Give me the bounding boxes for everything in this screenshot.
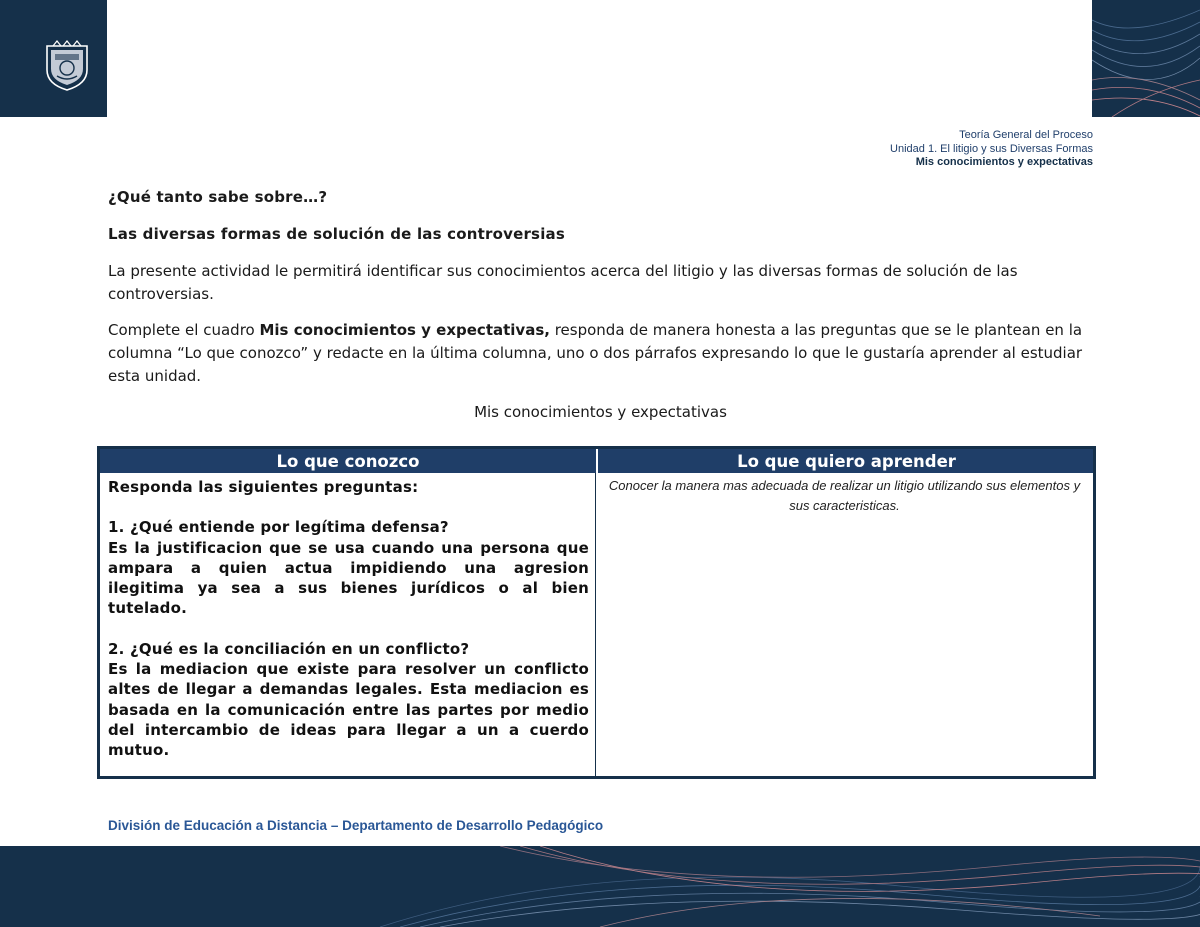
main-content [108,186,1093,434]
unit-title: Unidad 1. El litigio y sus Diversas Formas [890,142,1093,155]
wave-lines-decoration [1092,0,1200,117]
instructions-text-start: Complete el cuadro [108,321,260,339]
instructions-bold: Mis conocimientos y expectativas, [259,321,550,339]
column-header-lo-que-conozco: Lo que conozco [100,449,598,473]
answer-1: Es la justificacion que se usa cuando una persona que ampara a quien actua impidiendo una agresion ilegitima ya sea a sus bienes jurídicos o al bien tutelado. [108,538,589,618]
document-meta [890,129,1093,170]
instructions-text-end: responda de manera honesta a las preguntas que se le plantean en la columna “Lo que conozco” y redacte en la última columna, uno o dos párrafos expresando lo que le gustaría aprender al estudiar esta unidad. [108,321,1083,385]
header-wave-panel [1092,0,1200,117]
answer-2: Es la mediacion que existe para resolver un conflicto altes de llegar a demandas legales. Esta mediacion es basada en la comunicación entre las partes por medio del intercambio de ideas para llegar a un a cuerdo mutuo. [108,660,589,760]
footer-wave-decoration [0,846,1200,927]
footer-department: División de Educación a Distancia – Departamento de Desarrollo Pedagógico [108,818,604,833]
table-body-row [100,473,1093,776]
header-band [0,0,1200,117]
header-logo-panel [0,0,107,117]
instructions-paragraph [108,319,1093,388]
course-title: Teoría General del Proceso [959,129,1093,141]
cell-lo-que-quiero-aprender[interactable] [596,473,1093,776]
column-header-lo-que-quiero-aprender: Lo que quiero aprender [737,451,956,471]
questions-intro: Responda las siguientes preguntas: [108,478,419,496]
question-2: 2. ¿Qué es la conciliación en un conflicto? [108,639,470,658]
table-title: Mis conocimientos y expectativas [474,403,727,421]
learning-expectation-text: Conocer la manera mas adecuada de realizar un litigio utilizando sus elementos y sus caracteristicas. [608,478,1081,513]
question-1: 1. ¿Qué entiende por legítima defensa? [108,518,449,537]
subject-heading: Las diversas formas de solución de las controversias [108,225,565,243]
activity-title: Mis conocimientos y expectativas [915,156,1093,168]
knowledge-table [97,446,1096,779]
table-header-row [100,449,1093,473]
intro-paragraph: La presente actividad le permitirá identificar sus conocimientos acerca del litigio y las diversas formas de solución de las controversias. [108,262,1018,303]
section-heading: ¿Qué tanto sabe sobre…? [108,188,328,206]
footer-band [0,846,1200,927]
cell-lo-que-conozco[interactable] [100,473,596,776]
unam-crest-icon [43,40,91,92]
